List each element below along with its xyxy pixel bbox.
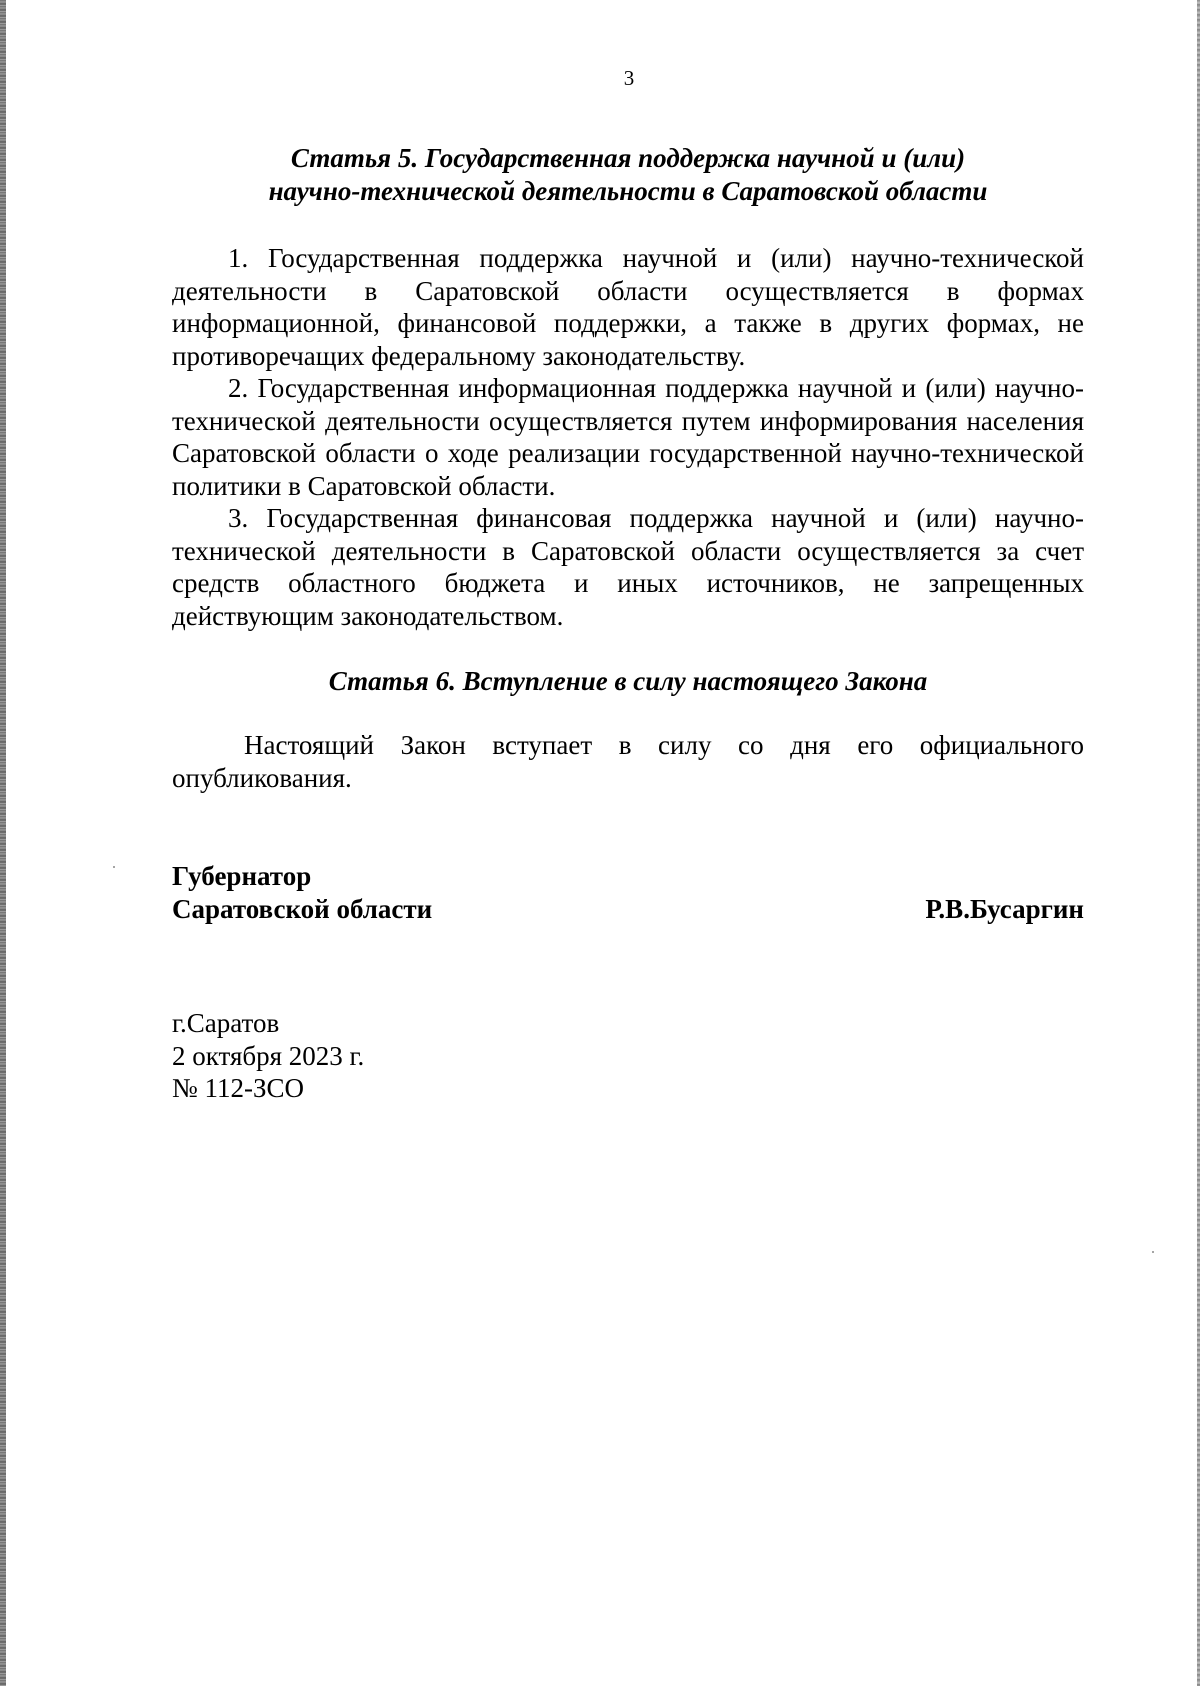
place-date-number-block [172,1007,364,1105]
scan-speck [1152,1251,1154,1253]
scan-edge-left [0,0,6,1686]
article-5-paragraph-3: 3. Государственная финансовая поддержка научной и (или) научно-технической деятельности в Саратовской области осуществляется за счет средств областного бюджета и иных источников, не запрещенных действующим законодательством. [172,503,1084,631]
article-5-title-line-2: научно-технической деятельности в Саратовской области [268,176,988,206]
footer-number: № 112-ЗСО [172,1073,305,1103]
article-6-heading: Статья 6. Вступление в силу настоящего Закона [328,666,928,696]
article-5-title-line-1: Статья 5. Государственная поддержка научной и (или) [290,143,966,173]
article-6-paragraph: Настоящий Закон вступает в силу со дня его официального опубликования. [172,730,1084,793]
signature-position-line-1: Губернатор [172,861,312,891]
signature-name: Р.В.Бусаргин [925,893,1084,924]
signature-block [172,860,1084,925]
article-5-paragraph-1: 1. Государственная поддержка научной и (или) научно-технической деятельности в Саратовской области осуществляется в формах информационной, финансовой поддержки, а также в других формах, не противоречащих федеральному законодательству. [172,243,1084,371]
article-5-heading [172,142,1084,208]
scan-speck [113,866,115,868]
page-number: 3 [623,66,635,90]
footer-city: г.Саратов [172,1008,280,1038]
footer-date: 2 октября 2023 г. [172,1040,365,1071]
signature-position-line-2: Саратовской области [172,893,433,924]
article-5-paragraph-2: 2. Государственная информационная поддержка научной и (или) научно-технической деятельности осуществляется путем информирования населения Саратовской области о ходе реализации государственной научно-технической политики в Саратовской области. [172,373,1084,501]
